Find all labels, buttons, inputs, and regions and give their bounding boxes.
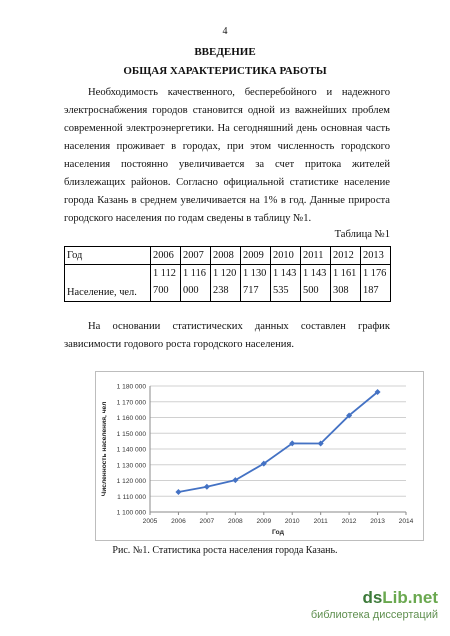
y-axis-title: Численность населения, чел xyxy=(101,401,108,497)
x-tick-label: 2013 xyxy=(370,518,385,525)
x-tick-label: 2006 xyxy=(171,518,186,525)
section-subheading: ОБЩАЯ ХАРАКТЕРИСТИКА РАБОТЫ xyxy=(123,65,327,77)
table-population-cell: 1 161 308 xyxy=(331,265,361,302)
table-population-cell: 1 143 535 xyxy=(271,265,301,302)
x-tick-label: 2009 xyxy=(256,518,272,525)
x-tick-label: 2011 xyxy=(313,518,328,525)
y-tick-label: 1 150 000 xyxy=(116,430,146,438)
table-population-cell: 1 120 238 xyxy=(211,265,241,302)
table-population-cell: 1 112 700 xyxy=(151,265,181,302)
x-tick-label: 2012 xyxy=(341,518,357,525)
population-table xyxy=(64,246,391,302)
table-header-year: Год xyxy=(65,247,151,265)
y-tick-label: 1 180 000 xyxy=(116,383,146,391)
table-population-cell: 1 143 500 xyxy=(301,265,331,302)
data-point-marker xyxy=(204,484,210,490)
table-year-cell: 2009 xyxy=(241,247,271,265)
population-chart-svg xyxy=(96,372,423,540)
table-header-row xyxy=(65,247,391,265)
y-tick-label: 1 170 000 xyxy=(116,399,146,407)
table-year-cell: 2012 xyxy=(331,247,361,265)
table-year-cell: 2011 xyxy=(301,247,331,265)
x-tick-label: 2010 xyxy=(284,518,300,525)
table-year-cell: 2013 xyxy=(361,247,391,265)
population-chart xyxy=(95,371,424,541)
table-row-label: Население, чел. xyxy=(65,265,151,302)
table-caption: Таблица №1 xyxy=(334,229,390,240)
table-year-cell: 2008 xyxy=(211,247,241,265)
data-point-marker xyxy=(175,489,181,495)
y-tick-label: 1 110 000 xyxy=(117,493,146,501)
table-population-cell: 1 130 717 xyxy=(241,265,271,302)
y-tick-label: 1 130 000 xyxy=(116,462,146,470)
x-tick-label: 2008 xyxy=(227,518,243,525)
table-year-cell: 2010 xyxy=(271,247,301,265)
watermark-logo: dsLib.net xyxy=(362,588,438,607)
x-tick-label: 2007 xyxy=(199,518,215,525)
series-line xyxy=(178,392,377,492)
table-year-cell: 2006 xyxy=(151,247,181,265)
y-tick-label: 1 100 000 xyxy=(116,509,146,517)
page-number: 4 xyxy=(222,26,228,37)
figure-caption: Рис. №1. Статистика роста населения города Казань. xyxy=(112,545,338,556)
table-population-cell: 1 176 187 xyxy=(361,265,391,302)
watermark-subtitle: библиотека диссертаций xyxy=(310,609,438,621)
table-year-cell: 2007 xyxy=(181,247,211,265)
section-heading: ВВЕДЕНИЕ xyxy=(194,46,256,58)
x-tick-label: 2014 xyxy=(398,518,414,525)
table-population-row xyxy=(65,265,391,302)
y-tick-label: 1 160 000 xyxy=(116,415,146,422)
x-tick-label: 2005 xyxy=(142,518,158,525)
intro-paragraph: Необходимость качественного, бесперебойного и надежного электроснабжения городов становится одной из важнейших проблем современной электроэнергетики. На сегодняшний день основная часть населения проживает в городах, при этом численность городского населения постоянно увеличивается за счет притока жителей близлежащих районов. Согласно официальной статистике население города Казань в среднем увеличивается на 1% в год. Данные прироста городского населения по годам сведены в таблицу №1. xyxy=(64,87,390,224)
x-axis-title: Год xyxy=(272,529,284,536)
table-population-cell: 1 116 000 xyxy=(181,265,211,302)
watermark xyxy=(311,588,438,621)
chart-intro-paragraph: На основании статистических данных составлен график зависимости годового роста городского населения. xyxy=(64,321,390,350)
y-tick-label: 1 140 000 xyxy=(116,446,146,454)
y-tick-label: 1 120 000 xyxy=(116,478,146,485)
